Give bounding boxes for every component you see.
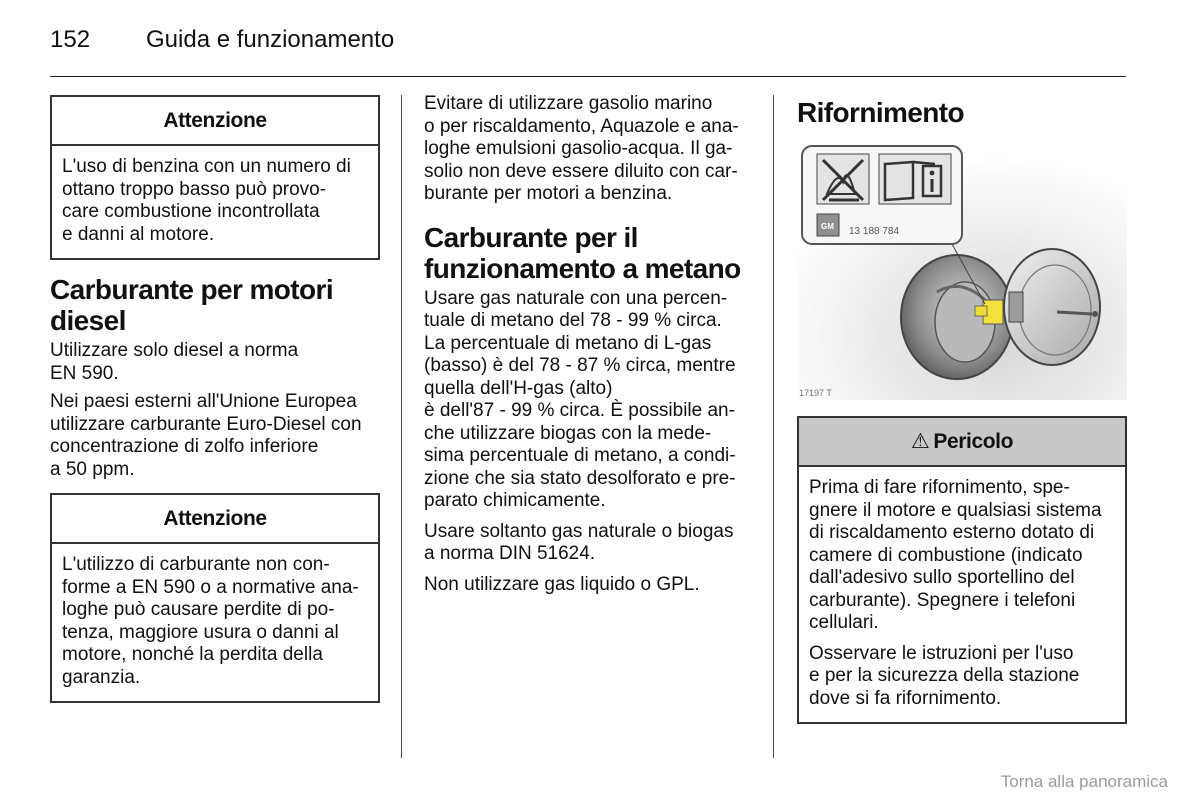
section-heading-refuelling: Rifornimento bbox=[797, 97, 965, 128]
caution-box-petrol bbox=[50, 95, 380, 260]
section-heading-methane: Carburante per il funzionamento a metano bbox=[424, 221, 741, 284]
page-number: 152 bbox=[50, 26, 91, 53]
back-to-overview-link[interactable]: Torna alla panoramica bbox=[1000, 772, 1168, 791]
column-2 bbox=[424, 93, 754, 602]
caution-box-title: Attenzione bbox=[52, 495, 378, 544]
danger-box bbox=[797, 416, 1127, 724]
paragraph-euro-diesel: Nei paesi esterni all'Unione Europea utilizzare carburante Euro-Diesel con concentrazione di zolfo inferiore a 50 ppm. bbox=[50, 391, 362, 480]
paragraph-marine-diesel: Evitare di utilizzare gasolio marino o per riscaldamento, Aquazole e ana- loghe emulsioni gasolio-acqua. Il ga- solio non deve essere diluito con car- burante per motori a benzina. bbox=[424, 93, 739, 204]
danger-box-header bbox=[799, 418, 1125, 467]
sticker-part-number: 13 188 784 bbox=[849, 226, 900, 237]
danger-text-stop-engine: Prima di fare rifornimento, spe- gnere il motore e qualsiasi sistema di riscaldamento esterno dotato di camere di combustione (indicato dall'adesivo sullo sportellino del carburante). Spegnere i telefoni cellulari. bbox=[809, 477, 1102, 633]
danger-box-title: Pericolo bbox=[933, 430, 1014, 453]
caution-box-diesel bbox=[50, 493, 380, 703]
section-heading-diesel: Carburante per motori diesel bbox=[50, 274, 333, 336]
fuel-filler-flap-illustration bbox=[797, 142, 1127, 400]
column-1 bbox=[50, 95, 380, 717]
column-divider-2 bbox=[773, 95, 774, 758]
paragraph-din-standard: Usare soltanto gas naturale o biogas a norma DIN 51624. bbox=[424, 520, 734, 564]
figure-id: 17197 T bbox=[799, 388, 832, 398]
header-rule bbox=[50, 76, 1126, 77]
danger-text-station-instructions: Osservare le istruzioni per l'uso e per la sicurezza della stazione dove si fa rifornimento. bbox=[809, 642, 1080, 709]
fuel-filler-flap-drawing bbox=[797, 142, 1127, 400]
caution-box-title: Attenzione bbox=[52, 97, 378, 146]
svg-text:GM: GM bbox=[821, 222, 834, 231]
paragraph-diesel-standard: Utilizzare solo diesel a norma EN 590. bbox=[50, 340, 299, 384]
no-fire-icon bbox=[817, 154, 869, 204]
warning-triangle-icon: ⚠ bbox=[910, 430, 930, 453]
chapter-title: Guida e funzionamento bbox=[146, 26, 395, 53]
column-3 bbox=[797, 95, 1127, 738]
column-divider-1 bbox=[401, 95, 402, 758]
caution-box-text: L'uso di benzina con un numero di ottano troppo basso può provo- care combustione incontrollata e danni al motore. bbox=[62, 156, 351, 245]
paragraph-methane-percentage: Usare gas naturale con una percen- tuale di metano del 78 - 99 % circa. La percentuale di metano di L-gas (basso) è del 78 - 87 % circa, mentre quella dell'H-gas (alto) è dell'87 - 99 % circa. È possibile an- che utilizzare biogas con la mede- sima percentuale di metano, a condi- zione che sia stato desolforato e pre- parato chimicamente. bbox=[424, 287, 736, 511]
caution-box-text: L'utilizzo di carburante non con- forme a EN 590 o a normative ana- loghe può causare perdite di po- tenza, maggiore usura o danni al motore, nonché la perdita della garanzia. bbox=[62, 554, 359, 688]
paragraph-no-lpg: Non utilizzare gas liquido o GPL. bbox=[424, 573, 700, 595]
manual-book-icon bbox=[879, 154, 951, 204]
